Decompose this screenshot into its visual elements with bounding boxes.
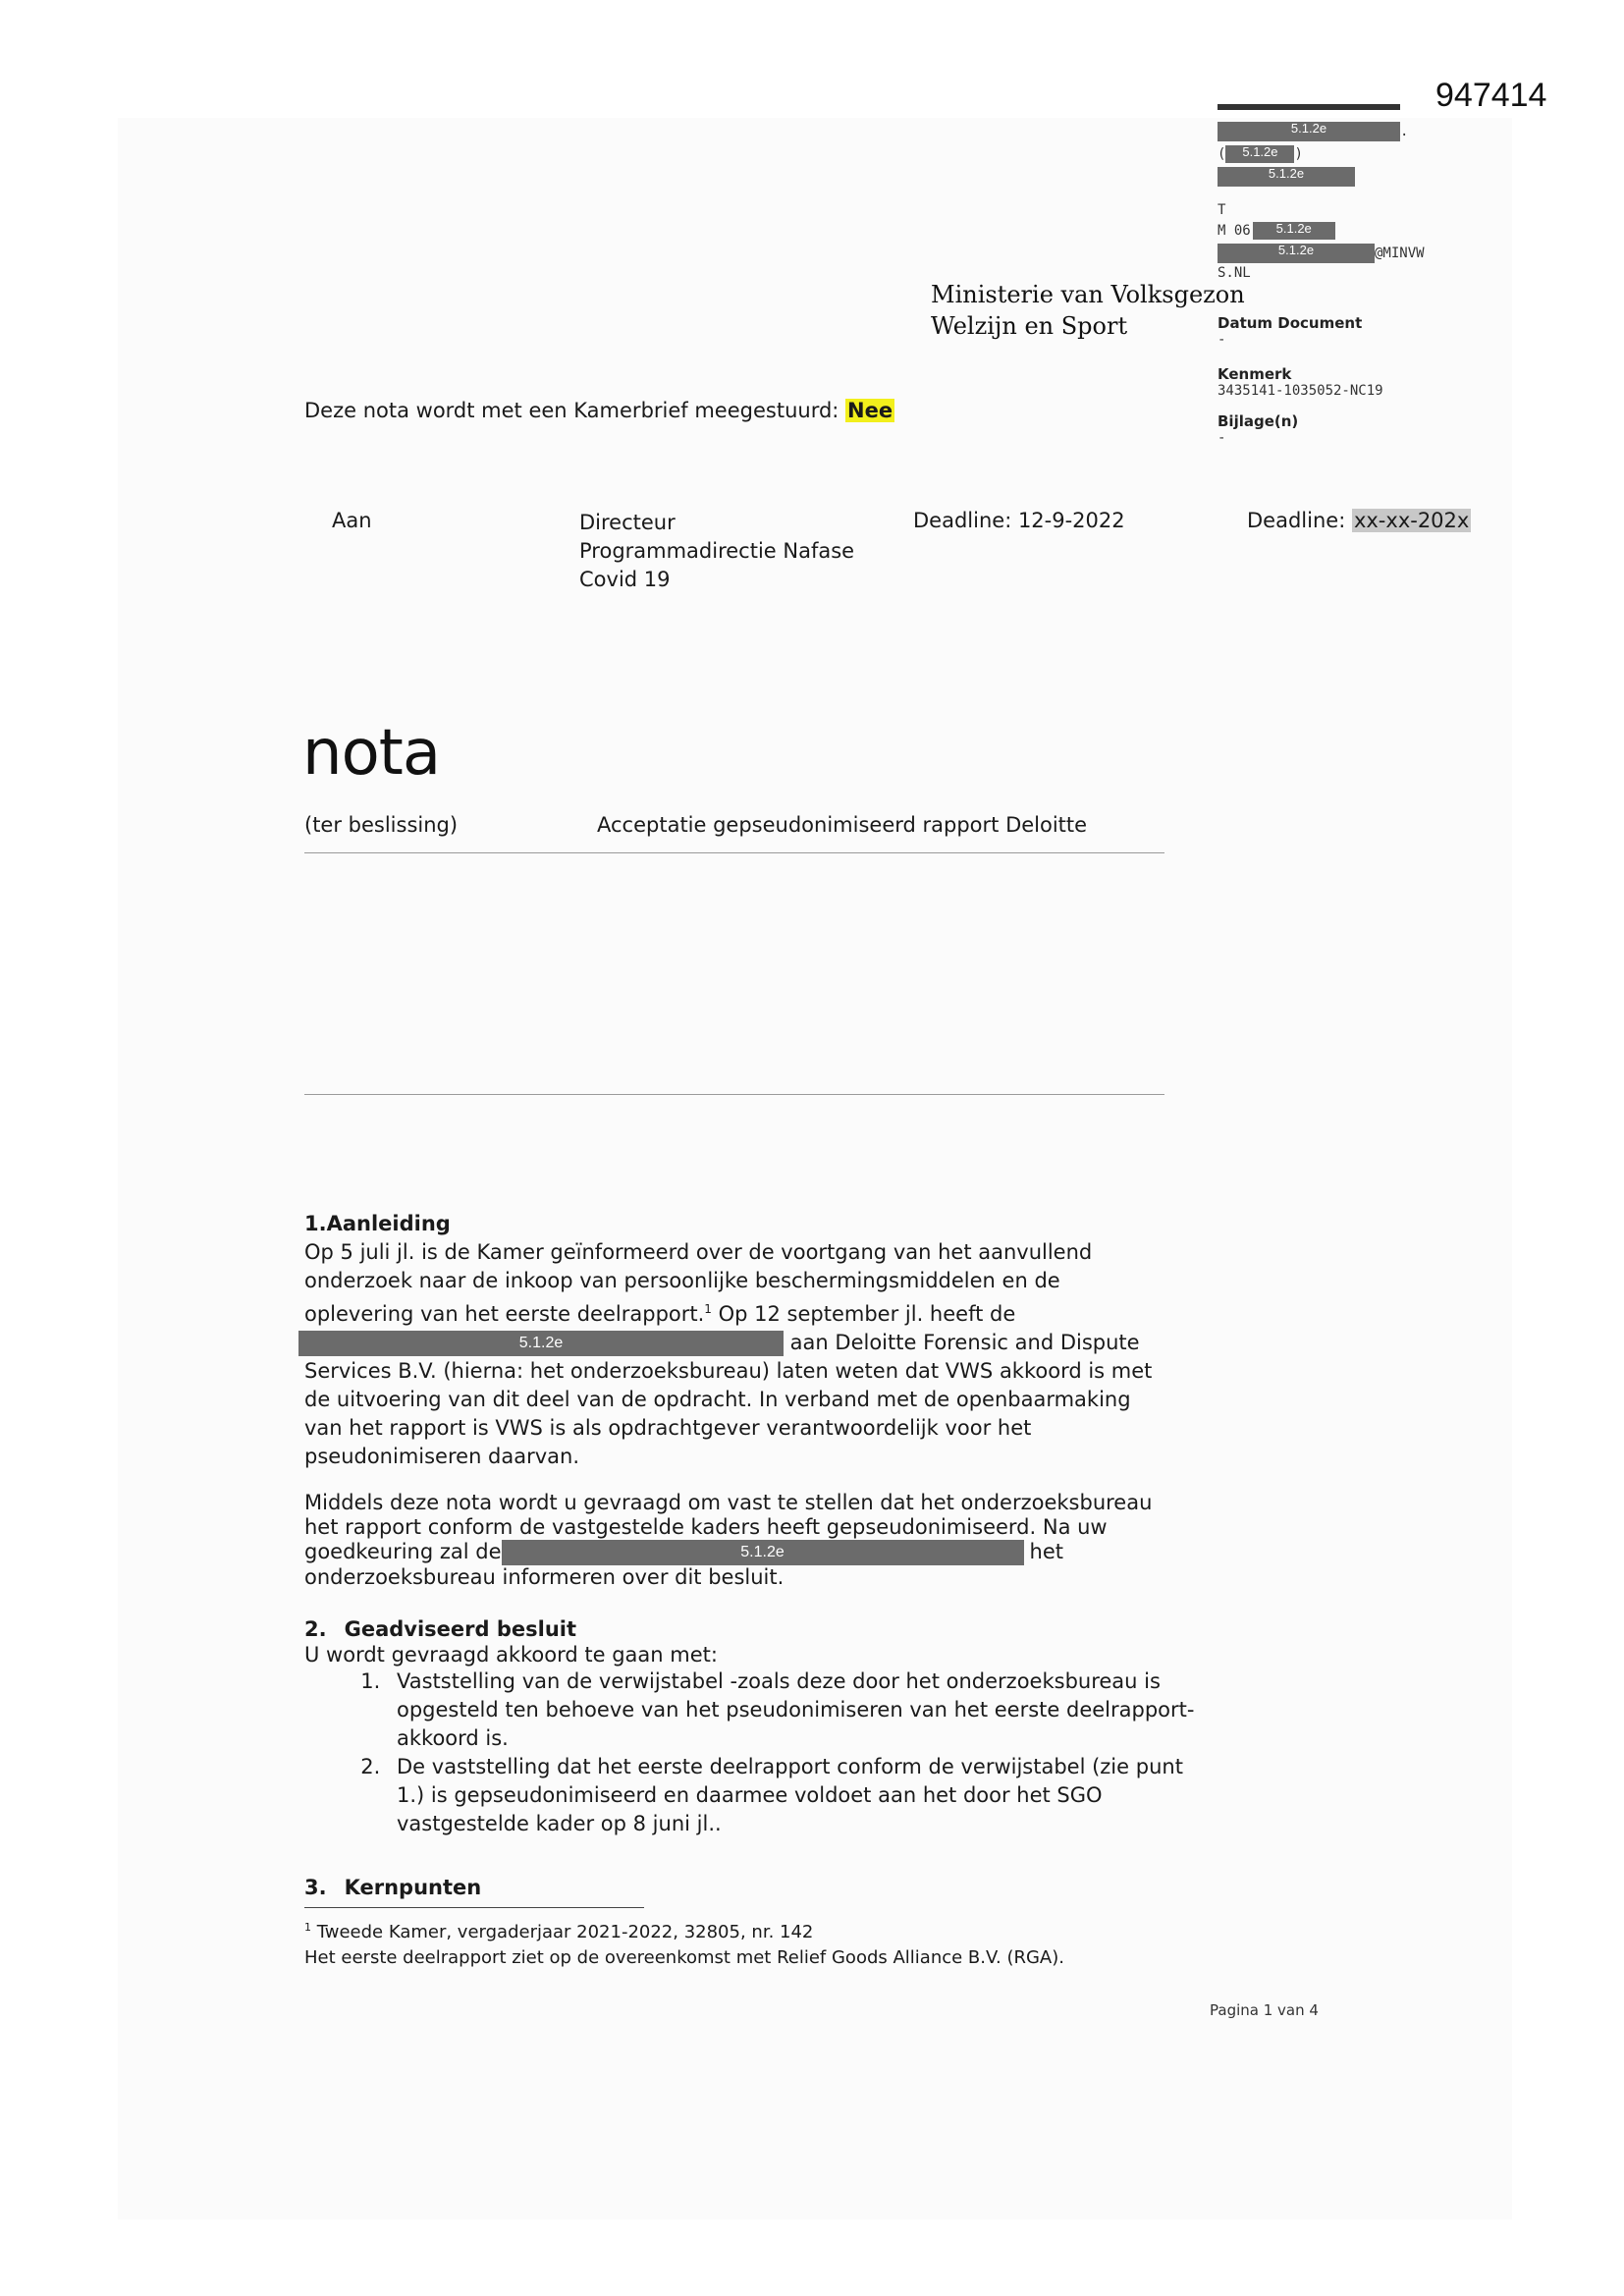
section-title: Geadviseerd besluit (344, 1617, 577, 1641)
footnote-marker: 1 (304, 1921, 311, 1934)
recipient-line-2: Programmadirectie Nafase (579, 539, 855, 563)
text-line: onderzoeksbureau informeren over dit besluit. (304, 1565, 785, 1589)
text-line: Middels deze nota wordt u gevraagd om vast te stellen dat het onderzoeksbureau (304, 1491, 1153, 1514)
nota-title: nota (302, 717, 441, 790)
recipient (579, 509, 854, 594)
recipient-line-1: Directeur (579, 511, 676, 534)
section-2-heading (304, 1616, 1208, 1642)
redaction-box: 5.1.2e (298, 1331, 784, 1356)
divider (304, 1094, 1164, 1095)
kamerbrief-line (304, 399, 894, 422)
divider (304, 852, 1164, 853)
section-title: Kernpunten (344, 1876, 482, 1899)
deadline-2-value: xx-xx-202x (1353, 509, 1470, 532)
email-suffix: @MINVW (1375, 246, 1425, 261)
nota-type: (ter beslissing) (304, 813, 459, 837)
kamerbrief-answer: Nee (847, 399, 893, 422)
text-line (304, 1295, 1208, 1329)
footnote-marker: 1 (704, 1302, 712, 1316)
decision-item: 2. De vaststelling dat het eerste deelrapport conform de verwijstabel (zie punt 1.) is gepseudonimiseerd en daarmee voldoet aan het door het SGO vastgestelde kader op 8 juni jl.. (387, 1753, 1208, 1838)
text-fragment: het (1029, 1540, 1063, 1563)
text-line: de uitvoering van dit deel van de opdracht. In verband met de openbaarmaking (304, 1388, 1131, 1411)
redaction-box: 5.1.2e (1218, 244, 1375, 263)
section-number: 3. (304, 1876, 327, 1899)
text-fragment: goedkeuring zal de (304, 1540, 502, 1563)
text-fragment: oplevering van het eerste deelrapport. (304, 1302, 705, 1326)
redaction-box: 5.1.2e (1225, 145, 1294, 163)
kamerbrief-text: Deze nota wordt met een Kamerbrief meegestuurd: (304, 399, 846, 422)
deadline-1: Deadline: 12-9-2022 (913, 509, 1125, 532)
contact-block: 5.1.2e . ( 5.1.2e ) 5.1.2e T M 06 5.1.2e 5.1.2e @MINVW S.NL (1218, 122, 1425, 285)
decision-list (304, 1667, 1208, 1838)
footnote-line: Het eerste deelrapport ziet op de overeenkomst met Relief Goods Alliance B.V. (RGA). (304, 1947, 1064, 1968)
section-geadviseerd-besluit (304, 1616, 1208, 1838)
text-line (304, 1329, 1208, 1357)
deadline-2-label: Deadline: (1247, 509, 1352, 532)
mobile-prefix: M 06 (1218, 223, 1251, 239)
decision-item: 1. Vaststelling van de verwijstabel -zoals deze door het onderzoeksbureau is opgesteld ten behoeve van het pseudonimiseren van het eerste deelrapport- akkoord is. (387, 1667, 1208, 1753)
redaction-box: 5.1.2e (502, 1540, 1024, 1565)
deadline-2 (1247, 509, 1471, 532)
section-1-heading: 1.Aanleiding (304, 1212, 451, 1235)
section-3-heading (304, 1876, 481, 1899)
text-line: Services B.V. (hierna: het onderzoeksbureau) laten weten dat VWS akkoord is met (304, 1359, 1153, 1383)
ministry-line-2: Welzijn en Sport (931, 312, 1128, 340)
page-number: Pagina 1 van 4 (1210, 2001, 1319, 2019)
text-fragment: aan Deloitte Forensic and Dispute (784, 1331, 1140, 1354)
kenmerk-label: Kenmerk (1218, 365, 1292, 383)
footnote-rule (304, 1907, 644, 1908)
section-intro: U wordt gevraagd akkoord te gaan met: (304, 1643, 718, 1667)
bijlage-label: Bijlage(n) (1218, 412, 1299, 430)
text-fragment: Op 12 september jl. heeft de (711, 1302, 1016, 1326)
redaction-box: 5.1.2e (1253, 222, 1335, 240)
text-line (304, 1540, 1208, 1565)
email-suffix-2: S.NL (1218, 265, 1251, 281)
cut-off-header-text (1218, 104, 1400, 110)
text-line: van het rapport is VWS is als opdrachtgever verantwoordelijk voor het (304, 1416, 1032, 1440)
aan-label: Aan (332, 509, 372, 532)
redaction-box: 5.1.2e (1218, 167, 1355, 187)
ministry-line-1: Ministerie van Volksgezon (931, 281, 1245, 308)
text-line: pseudonimiseren daarvan. (304, 1445, 580, 1468)
section-number: 2. (304, 1617, 327, 1641)
datum-value: - (1218, 332, 1226, 348)
text-line: onderzoek naar de inkoop van persoonlijke beschermingsmiddelen en de (304, 1269, 1060, 1292)
text-line: het rapport conform de vastgestelde kaders heeft gepseudonimiseerd. Na uw (304, 1515, 1108, 1539)
footnote-line (304, 1915, 1064, 1945)
section-aanleiding (304, 1210, 1208, 1471)
ministry-logo (931, 279, 1245, 342)
paragraph-2 (304, 1491, 1208, 1590)
footnote (304, 1915, 1064, 1971)
bijlage-value: - (1218, 430, 1226, 446)
nota-subject: Acceptatie gepseudonimiseerd rapport Deloitte (597, 813, 1088, 837)
text-line: Op 5 juli jl. is de Kamer geïnformeerd over de voortgang van het aanvullend (304, 1240, 1093, 1264)
kenmerk-value: 3435141-1035052-NC19 (1218, 383, 1383, 399)
redaction-box: 5.1.2e (1218, 122, 1400, 141)
document-number: 947414 (1435, 77, 1547, 114)
phone-label: T (1218, 202, 1226, 218)
recipient-line-3: Covid 19 (579, 568, 671, 591)
text-fragment: Tweede Kamer, vergaderjaar 2021-2022, 32805, nr. 142 (311, 1922, 814, 1942)
datum-label: Datum Document (1218, 314, 1363, 332)
